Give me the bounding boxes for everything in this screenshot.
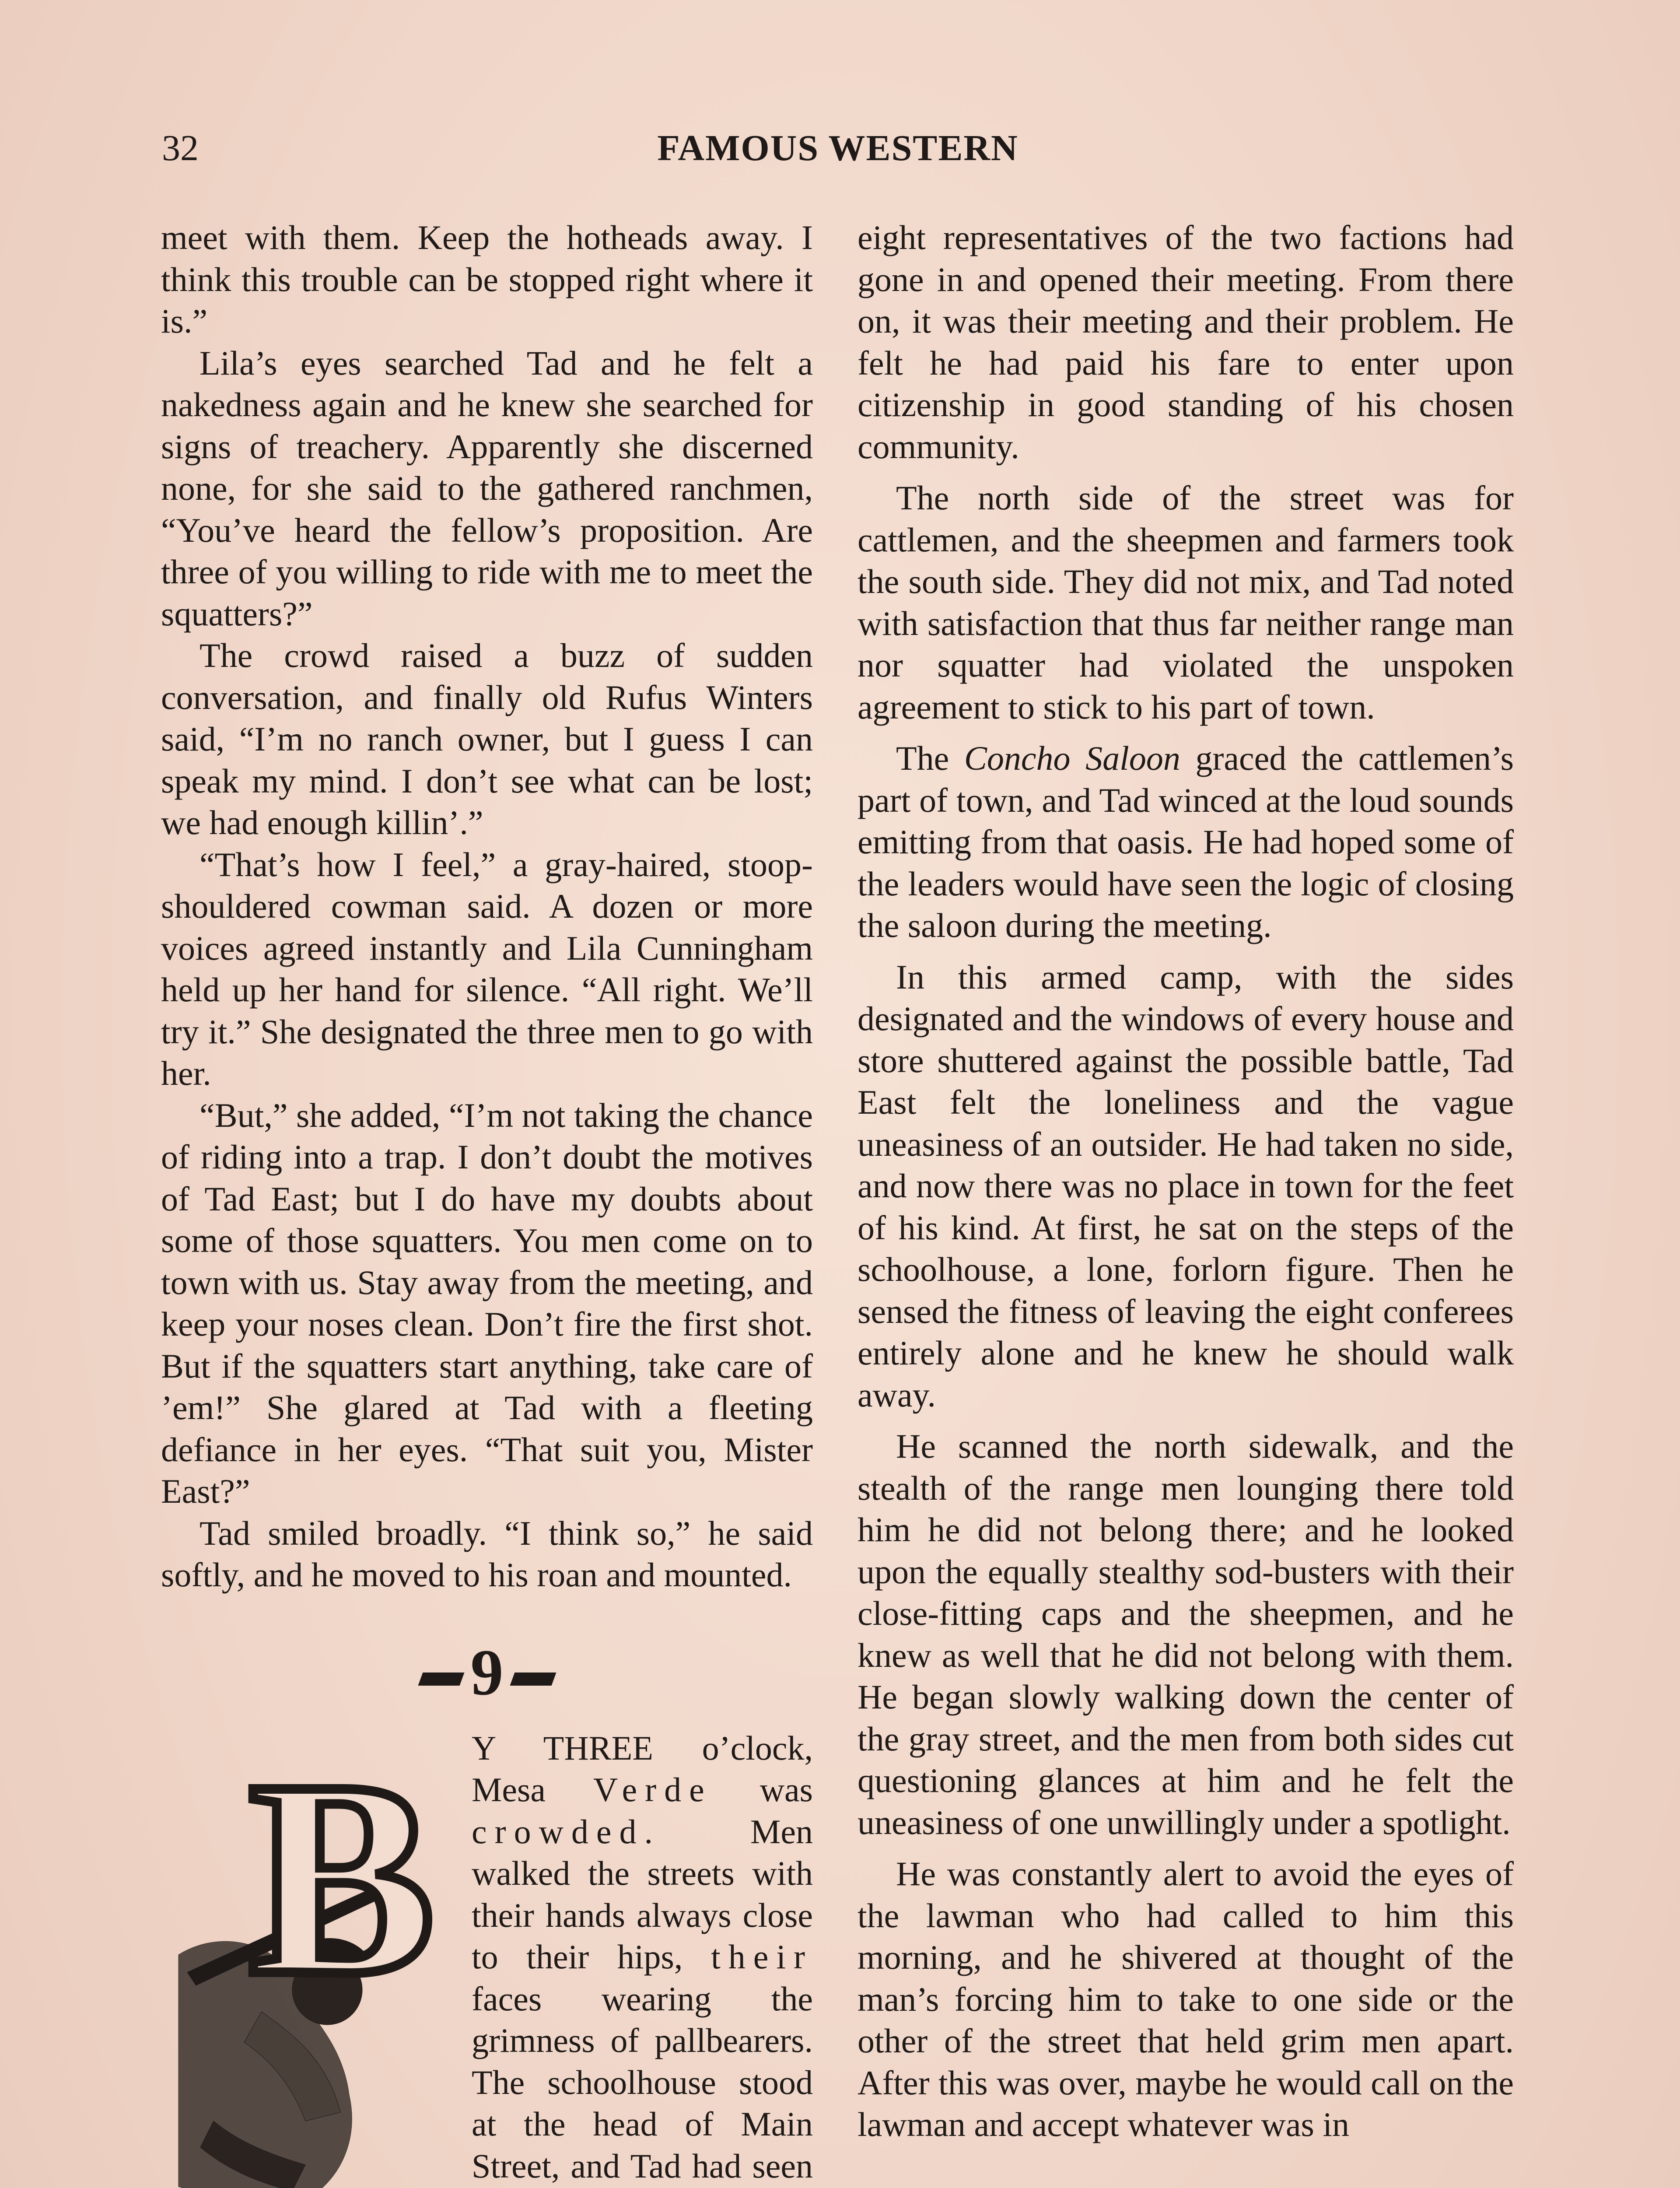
paragraph: eight representatives of the two factions had gone in and opened their meeting. From there on, it was their meeting and their problem. He felt he had paid his fare to enter upon citizenship in good standing of his chosen community. <box>858 218 1514 466</box>
magazine-title: FAMOUS WESTERN <box>657 128 1018 168</box>
page-header <box>162 127 1514 175</box>
paragraph: Tad smiled broadly. “I think so,” he said softly, and he moved to his roan and mounted. <box>161 1514 813 1594</box>
chapter-dash-right <box>510 1673 556 1686</box>
chapter-number: 9 <box>470 1636 504 1709</box>
paragraph: meet with them. Keep the hotheads away. I think this trouble can be stopped right where it is.” <box>161 218 813 340</box>
paragraph: The Concho Saloon graced the cattlemen’s part of town, and Tad winced at the loud sounds emitting from that oasis. He had hoped some of the leaders would have seen the logic of closing the saloon during the meeting. <box>858 739 1514 944</box>
page-number: 32 <box>162 128 199 168</box>
paragraph: Lila’s eyes searched Tad and he felt a nakedness again and he knew she searched for signs of treachery. Apparently she discerned none, for she said to the gathered ranchmen, “You’ve heard the fellow’s proposition. Are three of you willing to ride with me to meet the squatters?” <box>161 344 813 633</box>
paragraph: The crowd raised a buzz of sudden conversation, and finally old Rufus Winters said, “I’m no ranch owner, but I guess I can speak my mind. I don’t see what can be lost; we had enough killin’.” <box>161 636 813 842</box>
paragraph: “That’s how I feel,” a gray-haired, stoop-shouldered cowman said. A dozen or more voices agreed instantly and Lila Cunningham held up her hand for silence. “All right. We’ll try it.” She designated the three men to go with her. <box>161 845 813 1092</box>
paragraph: He scanned the north sidewalk, and the stealth of the range men lounging there told him he did not belong there; and he looked upon the equally stealthy sod-busters with their close-fitting caps and the sheepmen, and he knew as well that he did not belong with them. He began slowly walking down the center of the gray street, and the men from both sides cut questioning glances at him and he felt the uneasiness of one unwillingly under a spotlight. <box>858 1427 1514 1841</box>
right-column <box>858 217 1514 2146</box>
chapter-heading <box>161 1636 813 1709</box>
paragraph: In this armed camp, with the sides designated and the windows of every house and store shuttered against the possible battle, Tad East felt the loneliness and the vague uneasiness of an outsider. He had taken no side, and now there was no place in town for the feet of his kind. At first, he sat on the steps of the schoolhouse, a lone, forlorn figure. Then he sensed the fitness of leaving the eight conferees entirely alone and he knew he should walk away. <box>858 957 1514 1414</box>
saloon-name: Concho Saloon <box>964 739 1180 777</box>
dropcap-illustration <box>161 1727 463 2188</box>
paragraph: “But,” she added, “I’m not taking the chance of riding into a trap. I don’t doubt the motives of Tad East; but I do have my doubts about some of those squatters. You men come on to town with us. Stay away from the meeting, and keep your noses clean. Don’t fire the first shot. But if the squatters start anything, take care of ’em!” She glared at Tad with a fleeting defiance in her eyes. “That suit you, Mister East?” <box>161 1096 813 1510</box>
chapter-opening-text: Y THREE o’clock, Mesa Verde was crowded. Men walked the streets with their hands always close to their hips, their faces wearing the grimness of pallbearers. The schoolhouse stood at the head of Main Street, and Tad had seen <box>472 1729 813 2185</box>
paragraph: The north side of the street was for cattlemen, and the sheepmen and farmers took the south side. They did not mix, and Tad noted with satisfaction that thus far neither range man nor squatter had violated the unspoken agreement to stick to his part of town. <box>858 479 1514 726</box>
chapter-opening <box>161 1727 813 2188</box>
chapter-dash-left <box>418 1673 464 1686</box>
paragraph: He was constantly alert to avoid the eyes of the lawman who had called to him this morning, and he shivered at thought of the man’s forcing him to take to one side or the other of the street that held grim men apart. After this was over, maybe he would call on the lawman and accept whatever was in <box>858 1855 1514 2143</box>
left-column <box>161 217 813 2188</box>
dropcap-letter: B <box>248 1727 435 2033</box>
